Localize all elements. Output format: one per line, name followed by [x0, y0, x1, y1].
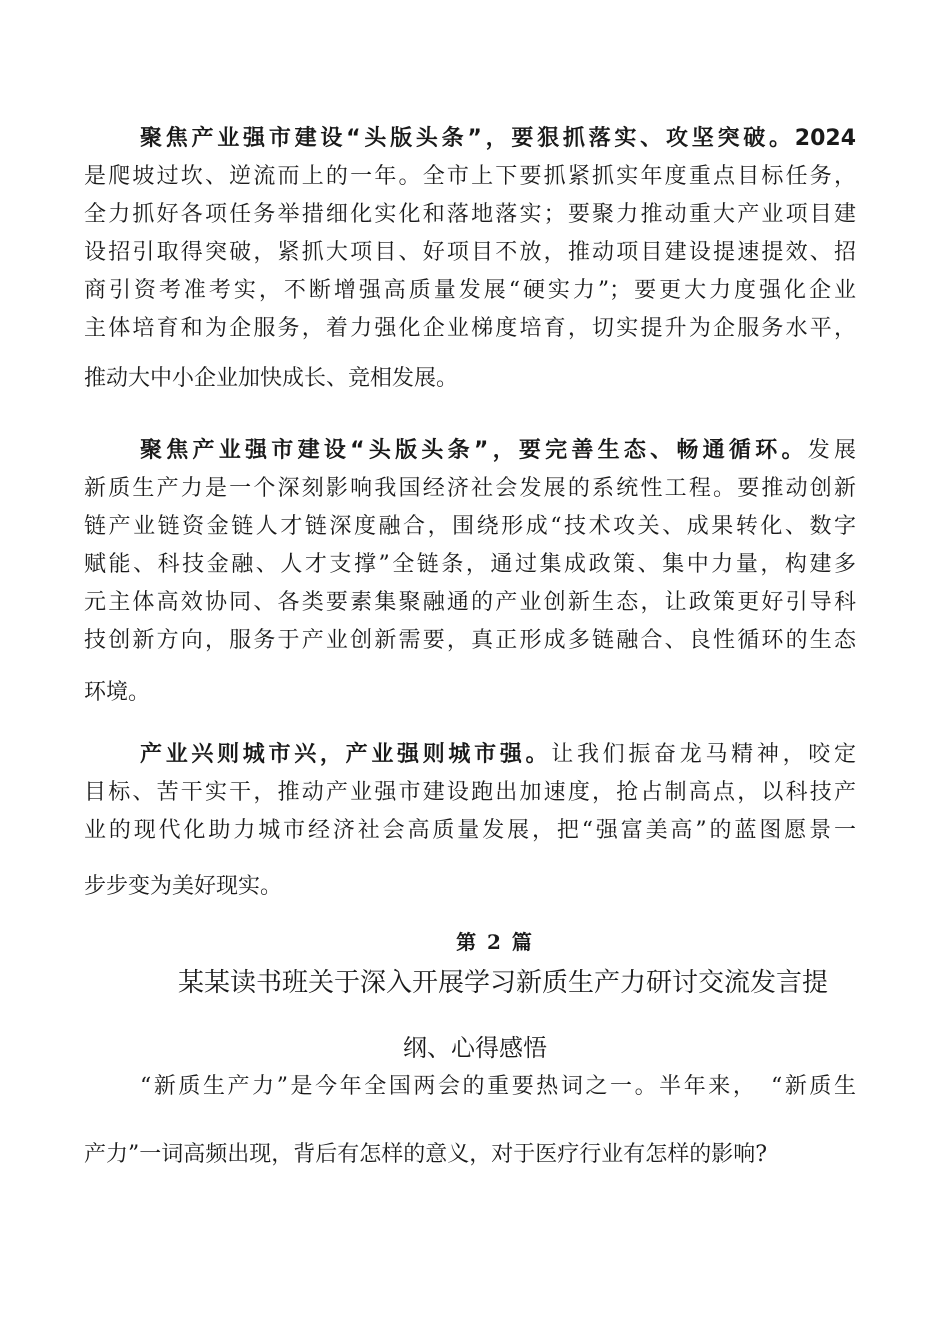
paragraph-1-lead: 聚焦产业强市建设“头版头条”，要狠抓落实、攻坚突破。	[140, 126, 795, 151]
intro-line-1: “新质生产力”是今年全国两会的重要热词之一。半年来， “新质生	[140, 1074, 856, 1099]
paragraph-3	[84, 736, 856, 906]
paragraph-1-line-4: 设招引取得突破，紧抓大项目、好项目不放，推动项目建设提速提效、招	[84, 240, 856, 265]
doc-title-line-2: 纲、心得感悟	[403, 1034, 547, 1062]
paragraph-3-line-2: 目标、苦干实干，推动产业强市建设跑出加速度，抢占制高点，以科技产	[84, 780, 856, 805]
paragraph-1-line-1-tail: 2024	[794, 126, 856, 151]
paragraph-1-line-6: 主体培育和为企服务，着力强化企业梯度培育，切实提升为企服务水平，	[84, 316, 856, 341]
paragraph-2	[84, 432, 856, 712]
paragraph-3-line-3: 业的现代化助力城市经济社会高质量发展，把“强富美高”的蓝图愿景一	[84, 818, 856, 843]
paragraph-1-line-1	[84, 120, 856, 158]
paragraph-2-line-3: 链产业链资金链人才链深度融合，围绕形成“技术攻关、成果转化、数字	[84, 514, 856, 539]
paragraph-2-line-1	[84, 432, 856, 470]
section-label: 第 2 篇	[456, 930, 534, 954]
paragraph-3-line-4: 步步变为美好现实。	[84, 874, 283, 899]
paragraph-2-line-4: 赋能、科技金融、人才支撑”全链条，通过集成政策、集中力量，构建多	[84, 552, 856, 577]
paragraph-3-line-1	[84, 736, 856, 774]
paragraph-2-lead: 聚焦产业强市建设“头版头条”，要完善生态、畅通循环。	[140, 438, 808, 463]
paragraph-2-line-2: 新质生产力是一个深刻影响我国经济社会发展的系统性工程。要推动创新	[84, 476, 856, 501]
paragraph-1-line-2: 是爬坡过坎、逆流而上的一年。全市上下要抓紧抓实年度重点目标任务，	[84, 164, 856, 189]
paragraph-3-lead: 产业兴则城市兴，产业强则城市强。	[140, 742, 552, 767]
paragraph-1-line-5: 商引资考准考实，不断增强高质量发展“硬实力”；要更大力度强化企业	[84, 278, 856, 303]
paragraph-2-line-1-tail: 发展	[807, 438, 856, 463]
paragraph-2-line-6: 技创新方向，服务于产业创新需要，真正形成多链融合、良性循环的生态	[84, 628, 856, 653]
intro-paragraph	[84, 1068, 856, 1174]
paragraph-3-line-1-tail: 让我们振奋龙马精神，咬定	[551, 742, 856, 767]
paragraph-1-line-3: 全力抓好各项任务举措细化实化和落地落实；要聚力推动重大产业项目建	[84, 202, 856, 227]
intro-line-2: 产力”一词高频出现，背后有怎样的意义，对于医疗行业有怎样的影响?	[84, 1142, 768, 1167]
paragraph-2-line-7: 环境。	[84, 680, 151, 705]
paragraph-1-line-7: 推动大中小企业加快成长、竞相发展。	[84, 366, 459, 391]
paragraph-2-line-5: 元主体高效协同、各类要素集聚融通的产业创新生态，让政策更好引导科	[84, 590, 856, 615]
doc-title-line-1: 某某读书班关于深入开展学习新质生产力研讨交流发言提	[177, 968, 828, 998]
paragraph-1	[84, 120, 856, 398]
